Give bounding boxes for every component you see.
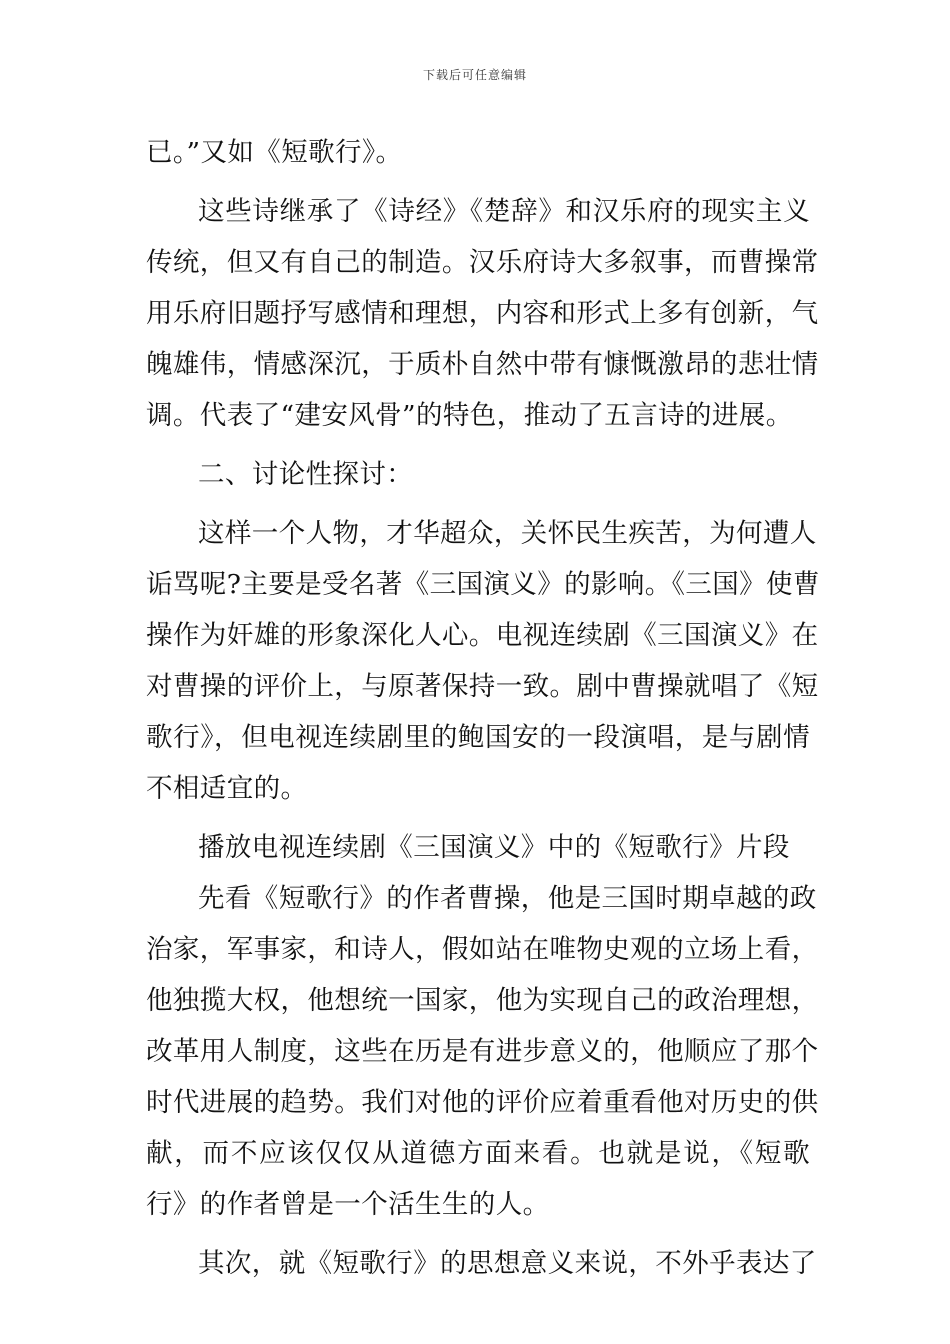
- text-line: 献，而不应该仅仅从道德方面来看。也就是说，《短歌: [146, 1138, 810, 1169]
- paragraph: [146, 186, 819, 441]
- text-line: 他独揽大权，他想统一国家，他为实现自己的政治理想，: [146, 985, 819, 1016]
- text-line: 播放电视连续剧《三国演义》中的《短歌行》片段: [198, 832, 790, 863]
- text-line: 这些诗继承了《诗经》《楚辞》和汉乐府的现实主义: [198, 196, 810, 227]
- text-line: 其次，就《短歌行》的思想意义来说，不外乎表达了: [198, 1248, 817, 1279]
- section-heading: [146, 449, 810, 500]
- paragraph: [146, 822, 810, 873]
- text-line: 二、讨论性探讨：: [198, 459, 414, 490]
- page-header: 下载后可任意编辑: [422, 68, 527, 82]
- paragraph: [146, 873, 819, 1230]
- text-line: 调。代表了“建安风骨”的特色，推动了五言诗的进展。: [146, 400, 793, 431]
- text-line: 用乐府旧题抒写感情和理想，内容和形式上多有创新，气: [146, 298, 819, 329]
- text-line: 这样一个人物，才华超众，关怀民生疾苦，为何遭人: [198, 518, 817, 549]
- text-line: 传统，但又有自己的制造。汉乐府诗大多叙事，而曹操常: [146, 247, 819, 278]
- text-line: 改革用人制度，这些在历是有进步意义的，他顺应了那个: [146, 1036, 819, 1067]
- text-line: 诟骂呢?主要是受名著《三国演义》的影响。《三国》使曹: [146, 569, 820, 600]
- paragraph: [146, 127, 810, 178]
- document-body: [146, 127, 820, 1289]
- text-line: 魄雄伟，情感深沉，于质朴自然中带有慷慨激昂的悲壮情: [146, 349, 819, 380]
- text-line: 操作为奸雄的形象深化人心。电视连续剧《三国演义》在: [146, 620, 819, 651]
- text-line: 对曹操的评价上，与原著保持一致。剧中曹操就唱了《短: [146, 671, 819, 702]
- text-line: 已。”又如《短歌行》。: [146, 137, 403, 168]
- text-line: 行》的作者曾是一个活生生的人。: [146, 1189, 550, 1220]
- paragraph: [146, 508, 820, 814]
- text-line: 时代进展的趋势。我们对他的评价应着重看他对历史的供: [146, 1087, 819, 1118]
- text-line: 先看《短歌行》的作者曹操，他是三国时期卓越的政: [198, 883, 817, 914]
- text-line: 不相适宜的。: [146, 773, 308, 804]
- paragraph: [146, 1238, 817, 1289]
- text-line: 歌行》，但电视连续剧里的鲍国安的一段演唱，是与剧情: [146, 722, 810, 753]
- text-line: 治家，军事家，和诗人，假如站在唯物史观的立场上看，: [146, 934, 819, 965]
